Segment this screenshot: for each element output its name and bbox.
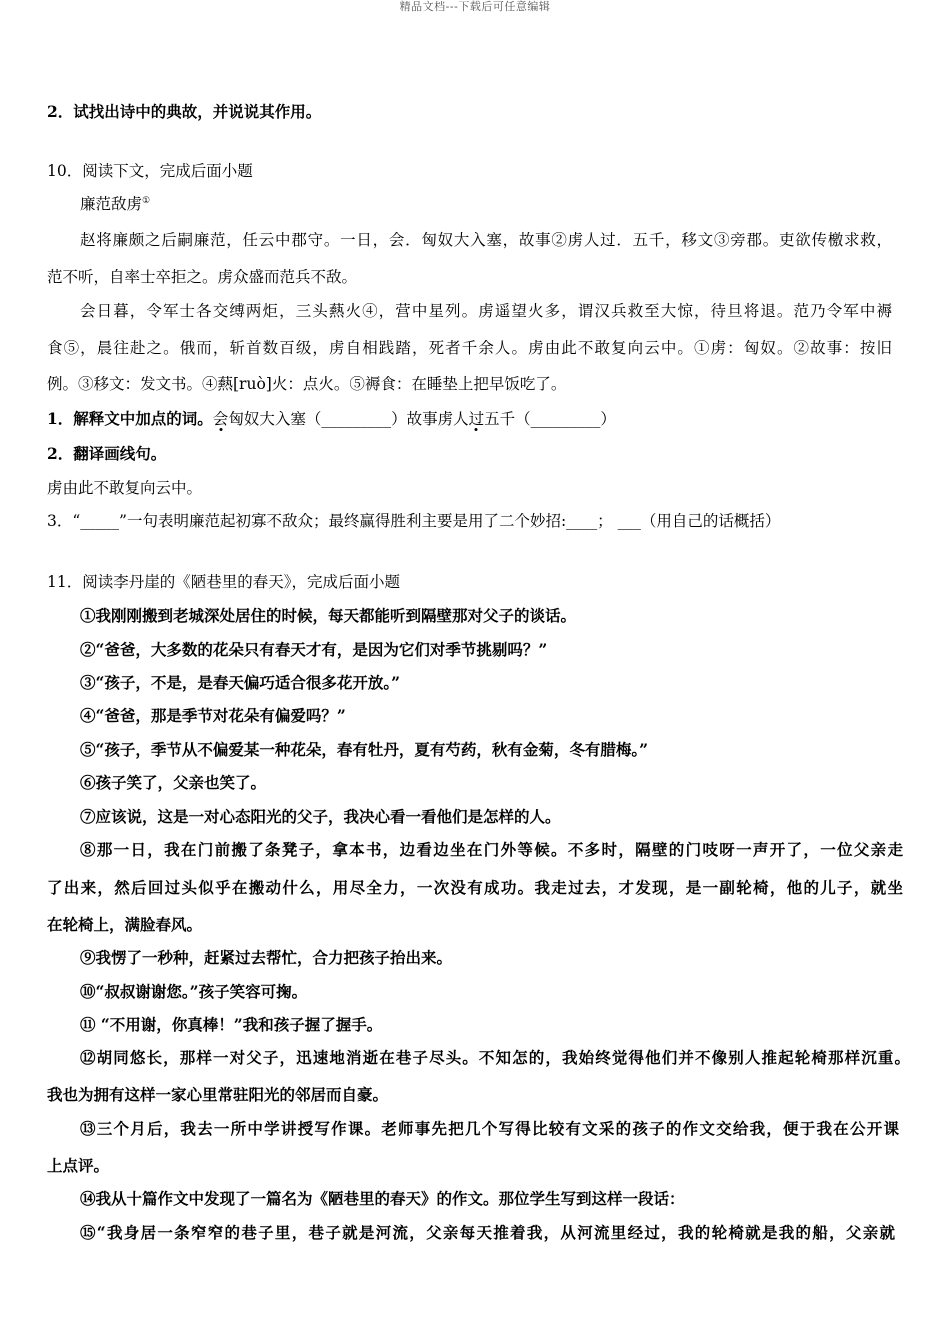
- passage-line: 赵将廉颇之后嗣廉范，任云中郡守。一日，会．匈奴大入塞，故事②虏人过．五千，移文③旁郡。吏欲传檄求救，: [80, 231, 892, 249]
- footnote-marker: ①: [142, 195, 151, 206]
- passage-line: 食⑤，晨往赴之。俄而，斩首数百级，虏自相践踏，死者千余人。虏由此不敢复向云中。①虏：匈奴。②故事：按旧: [47, 339, 892, 357]
- passage-paragraph: ⑥孩子笑了，父亲也笑了。: [80, 773, 267, 792]
- passage-paragraph: ⑧那一日，我在门前搬了条凳子，拿本书，边看边坐在门外等候。不多时，隔壁的门吱呀一声开了，一位父亲走: [80, 840, 903, 859]
- passage-paragraph: ①我刚刚搬到老城深处居住的时候，每天都能听到隔壁那对父子的谈话。: [80, 606, 577, 625]
- question-text: 五千（_________）: [484, 410, 616, 428]
- passage-paragraph: ⑭我从十篇作文中发现了一篇名为《陋巷里的春天》的作文。那位学生写到这样一段话：: [80, 1189, 685, 1208]
- passage-paragraph: ⑪ “不用谢，你真棒！”我和孩子握了握手。: [80, 1015, 383, 1034]
- passage-paragraph: ⑮“我身居一条窄窄的巷子里，巷子就是河流，父亲每天推着我，从河流里经过，我的轮椅就是我的船，父亲就: [80, 1223, 895, 1242]
- passage-paragraph: ②“爸爸，大多数的花朵只有春天才有，是因为它们对季节挑剔吗？”: [80, 640, 548, 659]
- passage-paragraph: 在轮椅上，满脸春风。: [47, 915, 203, 934]
- passage-paragraph: 我也为拥有这样一家心里常驻阳光的邻居而自豪。: [47, 1085, 389, 1104]
- passage-paragraph: 上点评。: [47, 1156, 110, 1175]
- question-10-3: 3．“_____”一句表明廉范起初寡不敌众；最终赢得胜利主要是用了二个妙招:____； ___（用自己的话概括）: [47, 512, 781, 530]
- question-text: 匈奴大入塞（_________）故事虏人: [228, 410, 469, 428]
- question-label: 1．解释文中加点的词。: [47, 409, 213, 428]
- translation-sentence: 虏由此不敢复向云中。: [47, 479, 203, 497]
- passage-line: 会日暮，令军士各交缚两炬，三头爇火④，营中星列。虏遥望火多，谓汉兵救至大惊，待旦将退。范乃令军中褥: [80, 302, 892, 320]
- passage-paragraph: ④“爸爸，那是季节对花朵有偏爱吗？”: [80, 706, 346, 725]
- passage-title: [80, 193, 150, 215]
- passage-paragraph: ⑦应该说，这是一对心态阳光的父子，我决心看一看他们是怎样的人。: [80, 807, 561, 826]
- question-10-heading: 10．阅读下文，完成后面小题: [47, 162, 253, 180]
- question-10-2: 2．翻译画线句。: [47, 444, 167, 463]
- passage-paragraph: ⑬三个月后，我去一所中学讲授写作课。老师事先把几个写得比较有文采的孩子的作文交给我，便于我在公开课: [80, 1119, 899, 1138]
- question-11-heading: 11．阅读李丹崖的《陋巷里的春天》，完成后面小题: [47, 573, 400, 591]
- passage-line: 例。③移文：发文书。④爇[ruò]火：点火。⑤褥食：在睡垫上把早饭吃了。: [47, 375, 567, 393]
- passage-line: 范不听，自率士卒拒之。虏众盛而范兵不敌。: [47, 268, 358, 286]
- passage-paragraph: ③“孩子，不是，是春天偏巧适合很多花开放。”: [80, 673, 401, 692]
- question-2-poem: 2．试找出诗中的典故，并说说其作用。: [47, 102, 322, 121]
- dotted-word: 会: [212, 410, 229, 428]
- passage-paragraph: 了出来，然后回过头似乎在搬动什么，用尽全力，一次没有成功。我走过去，才发现，是一副轮椅，他的儿子，就坐: [47, 878, 903, 897]
- passage-paragraph: ⑩“叔叔谢谢您。”孩子笑容可掬。: [80, 982, 308, 1001]
- page-header: 精品文档---下载后可任意编辑: [399, 0, 551, 13]
- passage-paragraph: ⑨我愣了一秒种，赶紧过去帮忙，合力把孩子抬出来。: [80, 948, 453, 967]
- passage-paragraph: ⑤“孩子，季节从不偏爱某一种花朵，春有牡丹，夏有芍药，秋有金菊，冬有腊梅。”: [80, 740, 649, 759]
- passage-title-text: 廉范敌虏: [80, 195, 143, 213]
- question-10-1: [47, 408, 616, 430]
- dotted-word: 过: [468, 410, 485, 428]
- passage-paragraph: ⑫胡同悠长，那样一对父子，迅速地消逝在巷子尽头。不知怎的，我始终觉得他们并不像别人推起轮椅那样沉重。: [80, 1048, 910, 1067]
